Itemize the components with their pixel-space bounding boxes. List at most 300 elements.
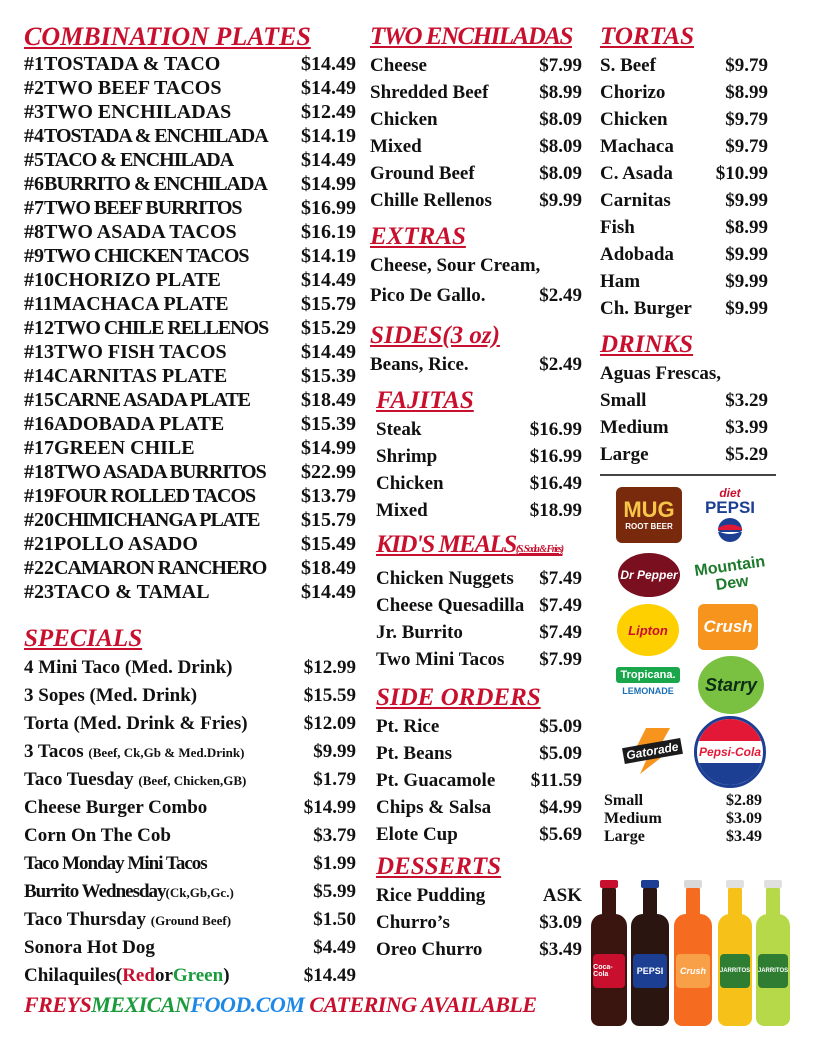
aguas-frescas-label: Aguas Frescas, xyxy=(600,363,722,384)
kids-meals-list xyxy=(376,565,582,673)
menu-item xyxy=(370,351,582,378)
item-price: $12.49 xyxy=(301,101,356,123)
menu-item xyxy=(24,124,356,148)
item-name: 3 Sopes (Med. Drink) xyxy=(24,685,198,706)
menu-item xyxy=(600,133,768,160)
item-price: $16.99 xyxy=(529,446,582,467)
item-note: (Beef, Chicken,GB) xyxy=(138,773,247,788)
item-number: #13 xyxy=(24,341,54,363)
item-price: $7.49 xyxy=(539,622,582,643)
item-name: Chille Rellenos xyxy=(370,190,492,211)
drinks-list xyxy=(600,387,768,468)
gatorade-logo: Gatorade xyxy=(616,726,688,776)
menu-item xyxy=(370,79,582,106)
menu-item xyxy=(24,906,356,934)
item-name: Shredded Beef xyxy=(370,82,489,103)
item-name: Taco Monday Mini Tacos xyxy=(24,853,207,874)
item-price: $5.99 xyxy=(313,881,356,902)
item-price: $2.89 xyxy=(726,792,762,809)
drinks-divider xyxy=(600,474,776,476)
menu-item xyxy=(600,160,768,187)
item-name: #22CAMARON RANCHERO xyxy=(24,557,267,579)
item-price: $14.49 xyxy=(301,269,356,291)
item-name: Jr. Burrito xyxy=(376,622,463,643)
item-name: #9TWO CHICKEN TACOS xyxy=(24,245,249,267)
pepsi-cola-logo: Pepsi-Cola xyxy=(694,716,766,788)
item-name: #3TWO ENCHILADAS xyxy=(24,101,232,123)
item-price: $7.99 xyxy=(539,55,582,76)
item-number: #3 xyxy=(24,101,44,123)
item-name: Ch. Burger xyxy=(600,298,692,319)
fajitas-list xyxy=(376,416,582,524)
menu-item xyxy=(24,934,356,962)
menu-item xyxy=(24,220,356,244)
menu-item xyxy=(24,532,356,556)
menu-item xyxy=(376,713,582,740)
item-name: #19FOUR ROLLED TACOS xyxy=(24,485,256,507)
item-price: $5.69 xyxy=(539,824,582,845)
menu-item xyxy=(600,214,768,241)
left-column xyxy=(24,22,356,989)
item-number: #17 xyxy=(24,437,54,459)
item-price: $14.99 xyxy=(301,173,356,195)
item-number: #8 xyxy=(24,221,44,243)
menu-item xyxy=(24,794,356,822)
coca-cola-bottle: Coca-Cola xyxy=(591,914,627,1026)
footer xyxy=(24,992,537,1018)
item-price: $4.99 xyxy=(539,797,582,818)
item-name: Cheese Quesadilla xyxy=(376,595,525,616)
item-name: Pt. Guacamole xyxy=(376,770,496,791)
two-enchiladas-list xyxy=(370,52,582,214)
item-price: $8.09 xyxy=(539,109,582,130)
menu-item xyxy=(24,76,356,100)
fajitas-heading: FAJITAS xyxy=(376,387,474,414)
menu-item xyxy=(370,52,582,79)
item-number: #14 xyxy=(24,365,54,387)
item-name: #4TOSTADA & ENCHILADA xyxy=(24,125,268,147)
item-price: $7.49 xyxy=(539,568,582,589)
item-name: Two Mini Tacos xyxy=(376,649,505,670)
item-price: $9.79 xyxy=(725,109,768,130)
menu-item xyxy=(376,909,582,936)
menu-item xyxy=(376,936,582,963)
menu-item xyxy=(24,316,356,340)
menu-item xyxy=(376,416,582,443)
item-name: Carnitas xyxy=(600,190,671,211)
item-price: $1.79 xyxy=(313,769,356,790)
tortas-list xyxy=(600,52,768,322)
item-price: $16.49 xyxy=(529,473,582,494)
item-price: $14.49 xyxy=(303,965,356,986)
menu-item xyxy=(376,821,582,848)
item-price: $14.99 xyxy=(301,437,356,459)
item-price: ASK xyxy=(542,885,582,906)
menu-item xyxy=(24,850,356,878)
menu-item xyxy=(376,646,582,673)
two-enchiladas-heading: TWO ENCHILADAS xyxy=(370,23,572,50)
item-price: $15.79 xyxy=(301,509,356,531)
menu-item xyxy=(24,682,356,710)
item-name: C. Asada xyxy=(600,163,673,184)
menu-item xyxy=(24,822,356,850)
item-name: Pt. Rice xyxy=(376,716,440,737)
menu-item xyxy=(604,810,762,828)
menu-item xyxy=(24,654,356,682)
item-price: $14.19 xyxy=(301,125,356,147)
item-number: #9 xyxy=(24,245,44,267)
item-price: $14.49 xyxy=(301,341,356,363)
item-price: $14.19 xyxy=(301,245,356,267)
menu-item xyxy=(24,508,356,532)
item-name: Machaca xyxy=(600,136,674,157)
item-name: Medium xyxy=(600,417,669,438)
item-number: #1 xyxy=(24,53,44,75)
item-price: $3.79 xyxy=(313,825,356,846)
item-name: Shrimp xyxy=(376,446,438,467)
item-price: $18.49 xyxy=(301,557,356,579)
item-price: $14.49 xyxy=(301,149,356,171)
item-number: #10 xyxy=(24,269,54,291)
item-name: #21POLLO ASADO xyxy=(24,533,198,555)
website-part-3: FOOD.COM xyxy=(190,992,305,1017)
desserts-heading: DESSERTS xyxy=(376,853,502,880)
menu-item xyxy=(376,767,582,794)
item-number: #6 xyxy=(24,173,44,195)
menu-item xyxy=(600,387,768,414)
item-name: Mixed xyxy=(376,500,428,521)
soda-sizes xyxy=(604,792,762,846)
jarritos-bottle-mandarin: JARRITOS xyxy=(718,914,752,1026)
middle-column xyxy=(370,22,582,963)
side-orders-section xyxy=(370,683,582,848)
item-price: $11.59 xyxy=(530,770,582,791)
extras-line: Cheese, Sour Cream, xyxy=(370,255,541,276)
menu-item xyxy=(600,241,768,268)
item-name: Chilaquiles(RedorGreen) xyxy=(24,965,230,986)
menu-item xyxy=(376,794,582,821)
item-price: $8.09 xyxy=(539,163,582,184)
item-price: $14.99 xyxy=(303,797,356,818)
menu-item xyxy=(600,106,768,133)
fajitas-section xyxy=(370,386,582,524)
item-price: $5.09 xyxy=(539,716,582,737)
item-price: $15.39 xyxy=(301,365,356,387)
item-number: #22 xyxy=(24,557,54,579)
item-price: $7.99 xyxy=(539,649,582,670)
item-name: Large xyxy=(604,828,645,845)
item-name: Small xyxy=(604,792,644,809)
item-price: $5.09 xyxy=(539,743,582,764)
menu-item xyxy=(24,100,356,124)
crush-bottle: Crush xyxy=(674,914,712,1026)
item-name: S. Beef xyxy=(600,55,656,76)
item-price: $3.99 xyxy=(725,417,768,438)
item-price: $5.29 xyxy=(725,444,768,465)
item-price: $9.99 xyxy=(725,190,768,211)
menu-item xyxy=(600,414,768,441)
item-name: Pico De Gallo. xyxy=(370,285,486,306)
menu-item xyxy=(376,497,582,524)
item-price: $15.29 xyxy=(301,317,356,339)
item-number: #21 xyxy=(24,533,54,555)
item-name: Small xyxy=(600,390,647,411)
menu-item xyxy=(376,740,582,767)
mug-root-beer-logo: MUG ROOT BEER xyxy=(616,487,682,543)
item-name: #2TWO BEEF TACOS xyxy=(24,77,222,99)
menu-item xyxy=(376,882,582,909)
menu-item xyxy=(24,268,356,292)
item-name: Chorizo xyxy=(600,82,666,103)
soda-sizes-list xyxy=(604,792,762,846)
item-price: $8.99 xyxy=(539,82,582,103)
item-name: #16ADOBADA PLATE xyxy=(24,413,225,435)
red-option: Red xyxy=(122,965,155,986)
item-name: #17GREEN CHILE xyxy=(24,437,195,459)
menu-item xyxy=(24,388,356,412)
item-name: 3 Tacos (Beef, Ck,Gb & Med.Drink) xyxy=(24,741,245,762)
item-number: #18 xyxy=(24,461,54,483)
item-price: $8.09 xyxy=(539,136,582,157)
item-price: $1.50 xyxy=(313,909,356,930)
menu-item xyxy=(600,52,768,79)
item-name: #8TWO ASADA TACOS xyxy=(24,221,237,243)
item-name: Elote Cup xyxy=(376,824,458,845)
item-price: $22.99 xyxy=(301,461,356,483)
item-note: (Ground Beef) xyxy=(150,913,232,928)
item-name: Rice Pudding xyxy=(376,885,486,906)
item-price: $2.49 xyxy=(539,354,582,375)
menu-item xyxy=(370,160,582,187)
menu-item xyxy=(370,106,582,133)
tropicana-lemonade-logo: Tropicana. LEMONADE xyxy=(614,658,682,704)
item-price: $15.59 xyxy=(303,685,356,706)
item-price: $12.99 xyxy=(303,657,356,678)
item-name: Large xyxy=(600,444,649,465)
item-price: $1.99 xyxy=(313,853,356,874)
diet-pepsi-logo: diet PEPSI xyxy=(694,484,766,546)
item-name: #1TOSTADA & TACO xyxy=(24,53,221,75)
tortas-heading: TORTAS xyxy=(600,23,695,50)
desserts-section xyxy=(370,852,582,963)
item-price: $9.79 xyxy=(725,136,768,157)
item-name: #12TWO CHILE RELLENOS xyxy=(24,317,269,339)
item-name: #7TWO BEEF BURRITOS xyxy=(24,197,242,219)
menu-item xyxy=(24,710,356,738)
item-name: 4 Mini Taco (Med. Drink) xyxy=(24,657,233,678)
item-name: Sonora Hot Dog xyxy=(24,937,155,958)
desserts-list xyxy=(376,882,582,963)
menu-item xyxy=(600,79,768,106)
combination-plates-section xyxy=(24,22,356,604)
item-name: #11MACHACA PLATE xyxy=(24,293,229,315)
item-name: Chips & Salsa xyxy=(376,797,492,818)
item-name: Cheese xyxy=(370,55,427,76)
item-name: Chicken Nuggets xyxy=(376,568,514,589)
item-name: #23TACO & TAMAL xyxy=(24,581,210,603)
item-price: $14.49 xyxy=(301,53,356,75)
item-price: $3.09 xyxy=(539,912,582,933)
menu-item xyxy=(600,268,768,295)
item-price: $9.99 xyxy=(725,298,768,319)
item-name: Steak xyxy=(376,419,422,440)
item-name: Corn On The Cob xyxy=(24,825,171,846)
item-name: Chicken xyxy=(600,109,668,130)
kids-meals-note: (S. Soda & Fries) xyxy=(515,544,563,555)
menu-item xyxy=(24,148,356,172)
menu-item xyxy=(24,244,356,268)
item-name: #15CARNE ASADA PLATE xyxy=(24,389,250,411)
kids-meals-heading: KID'S MEALS(S. Soda & Fries) xyxy=(376,531,563,558)
item-number: #20 xyxy=(24,509,54,531)
item-name: Beans, Rice. xyxy=(370,354,469,375)
menu-item xyxy=(604,828,762,846)
item-name: #20CHIMICHANGA PLATE xyxy=(24,509,260,531)
item-name: Churro’s xyxy=(376,912,450,933)
item-price: $3.09 xyxy=(726,810,762,827)
item-price: $7.49 xyxy=(539,595,582,616)
item-price: $14.49 xyxy=(301,77,356,99)
menu-item xyxy=(24,436,356,460)
item-name: Chicken xyxy=(376,473,444,494)
item-price: $14.49 xyxy=(301,581,356,603)
item-price: $3.29 xyxy=(725,390,768,411)
menu-item xyxy=(24,878,356,906)
menu-item xyxy=(604,792,762,810)
kids-meals-section xyxy=(370,530,582,673)
item-name: Torta (Med. Drink & Fries) xyxy=(24,713,248,734)
menu-item xyxy=(24,412,356,436)
item-price: $13.79 xyxy=(301,485,356,507)
menu-item xyxy=(24,460,356,484)
item-name: #14CARNITAS PLATE xyxy=(24,365,228,387)
menu-item xyxy=(376,443,582,470)
item-price: $15.39 xyxy=(301,413,356,435)
menu-item xyxy=(24,292,356,316)
combination-plates-heading: COMBINATION PLATES xyxy=(24,22,311,51)
menu-item xyxy=(370,133,582,160)
side-orders-list xyxy=(376,713,582,848)
item-price: $18.49 xyxy=(301,389,356,411)
combination-plates-list xyxy=(24,52,356,604)
item-price: $9.99 xyxy=(539,190,582,211)
item-number: #19 xyxy=(24,485,54,507)
dr-pepper-logo: Dr Pepper xyxy=(618,553,680,597)
sides-heading: SIDES(3 oz) xyxy=(370,322,500,349)
green-option: Green xyxy=(172,965,224,986)
specials-heading: SPECIALS xyxy=(24,625,143,652)
item-price: $2.49 xyxy=(539,285,582,306)
catering-available: CATERING AVAILABLE xyxy=(304,992,537,1017)
menu-item xyxy=(24,580,356,604)
mountain-dew-logo: Mountain Dew xyxy=(693,553,767,595)
item-name: #13TWO FISH TACOS xyxy=(24,341,227,363)
menu-item xyxy=(24,962,356,989)
item-number: #7 xyxy=(24,197,44,219)
drinks-heading: DRINKS xyxy=(600,331,694,358)
website-part-2: MEXICAN xyxy=(91,992,191,1017)
item-price: $3.49 xyxy=(539,939,582,960)
item-number: #4 xyxy=(24,125,44,147)
item-price: $10.99 xyxy=(715,163,768,184)
item-name: Oreo Churro xyxy=(376,939,483,960)
item-name: Pt. Beans xyxy=(376,743,452,764)
item-price: $15.79 xyxy=(301,293,356,315)
extras-heading: EXTRAS xyxy=(370,223,466,250)
item-price: $9.79 xyxy=(725,55,768,76)
menu-item xyxy=(24,52,356,76)
crush-logo: Crush xyxy=(698,604,758,650)
item-name: Adobada xyxy=(600,244,674,265)
item-price: $16.99 xyxy=(301,197,356,219)
item-price: $12.09 xyxy=(303,713,356,734)
item-price: $18.99 xyxy=(529,500,582,521)
menu-item xyxy=(24,340,356,364)
lipton-logo: Lipton xyxy=(617,604,679,656)
menu-item xyxy=(24,738,356,766)
menu-item xyxy=(24,172,356,196)
menu-item xyxy=(376,592,582,619)
item-price: $8.99 xyxy=(725,217,768,238)
menu-item xyxy=(24,484,356,508)
item-price: $16.19 xyxy=(301,221,356,243)
item-name: #5TACO & ENCHILADA xyxy=(24,149,234,171)
item-price: $9.99 xyxy=(725,244,768,265)
starry-logo: Starry xyxy=(698,656,764,714)
menu-item xyxy=(376,619,582,646)
item-number: #12 xyxy=(24,317,54,339)
item-name: Ham xyxy=(600,271,641,292)
item-name: Taco Thursday (Ground Beef) xyxy=(24,909,232,930)
menu-item xyxy=(600,187,768,214)
website-part-1: FREYS xyxy=(24,992,92,1017)
menu-item xyxy=(24,766,356,794)
item-name: Fish xyxy=(600,217,635,238)
item-price: $4.49 xyxy=(313,937,356,958)
item-price: $9.99 xyxy=(725,271,768,292)
menu-item xyxy=(370,282,582,309)
menu-item xyxy=(376,470,582,497)
menu-item xyxy=(370,187,582,214)
menu-item xyxy=(600,295,768,322)
menu-item xyxy=(24,556,356,580)
menu-item xyxy=(600,441,768,468)
item-name: #10CHORIZO PLATE xyxy=(24,269,221,291)
pepsi-globe-icon xyxy=(711,517,749,543)
item-price: $8.99 xyxy=(725,82,768,103)
item-name: Medium xyxy=(604,810,662,827)
jarritos-bottle-lime: JARRITOS xyxy=(756,914,790,1026)
item-name: Mixed xyxy=(370,136,422,157)
item-number: #23 xyxy=(24,581,54,603)
pepsi-bottle: PEPSI xyxy=(631,914,669,1026)
side-orders-heading: SIDE ORDERS xyxy=(376,684,541,711)
item-number: #2 xyxy=(24,77,44,99)
right-column xyxy=(600,22,768,476)
item-name: #18TWO ASADA BURRITOS xyxy=(24,461,266,483)
item-number: #16 xyxy=(24,413,54,435)
item-price: $15.49 xyxy=(301,533,356,555)
item-name: Chicken xyxy=(370,109,438,130)
item-number: #5 xyxy=(24,149,44,171)
item-name: Ground Beef xyxy=(370,163,475,184)
item-name: Cheese Burger Combo xyxy=(24,797,208,818)
item-note: (Beef, Ck,Gb & Med.Drink) xyxy=(88,745,245,760)
item-number: #15 xyxy=(24,389,54,411)
specials-section xyxy=(24,624,356,989)
item-price: $3.49 xyxy=(726,828,762,845)
item-price: $16.99 xyxy=(529,419,582,440)
